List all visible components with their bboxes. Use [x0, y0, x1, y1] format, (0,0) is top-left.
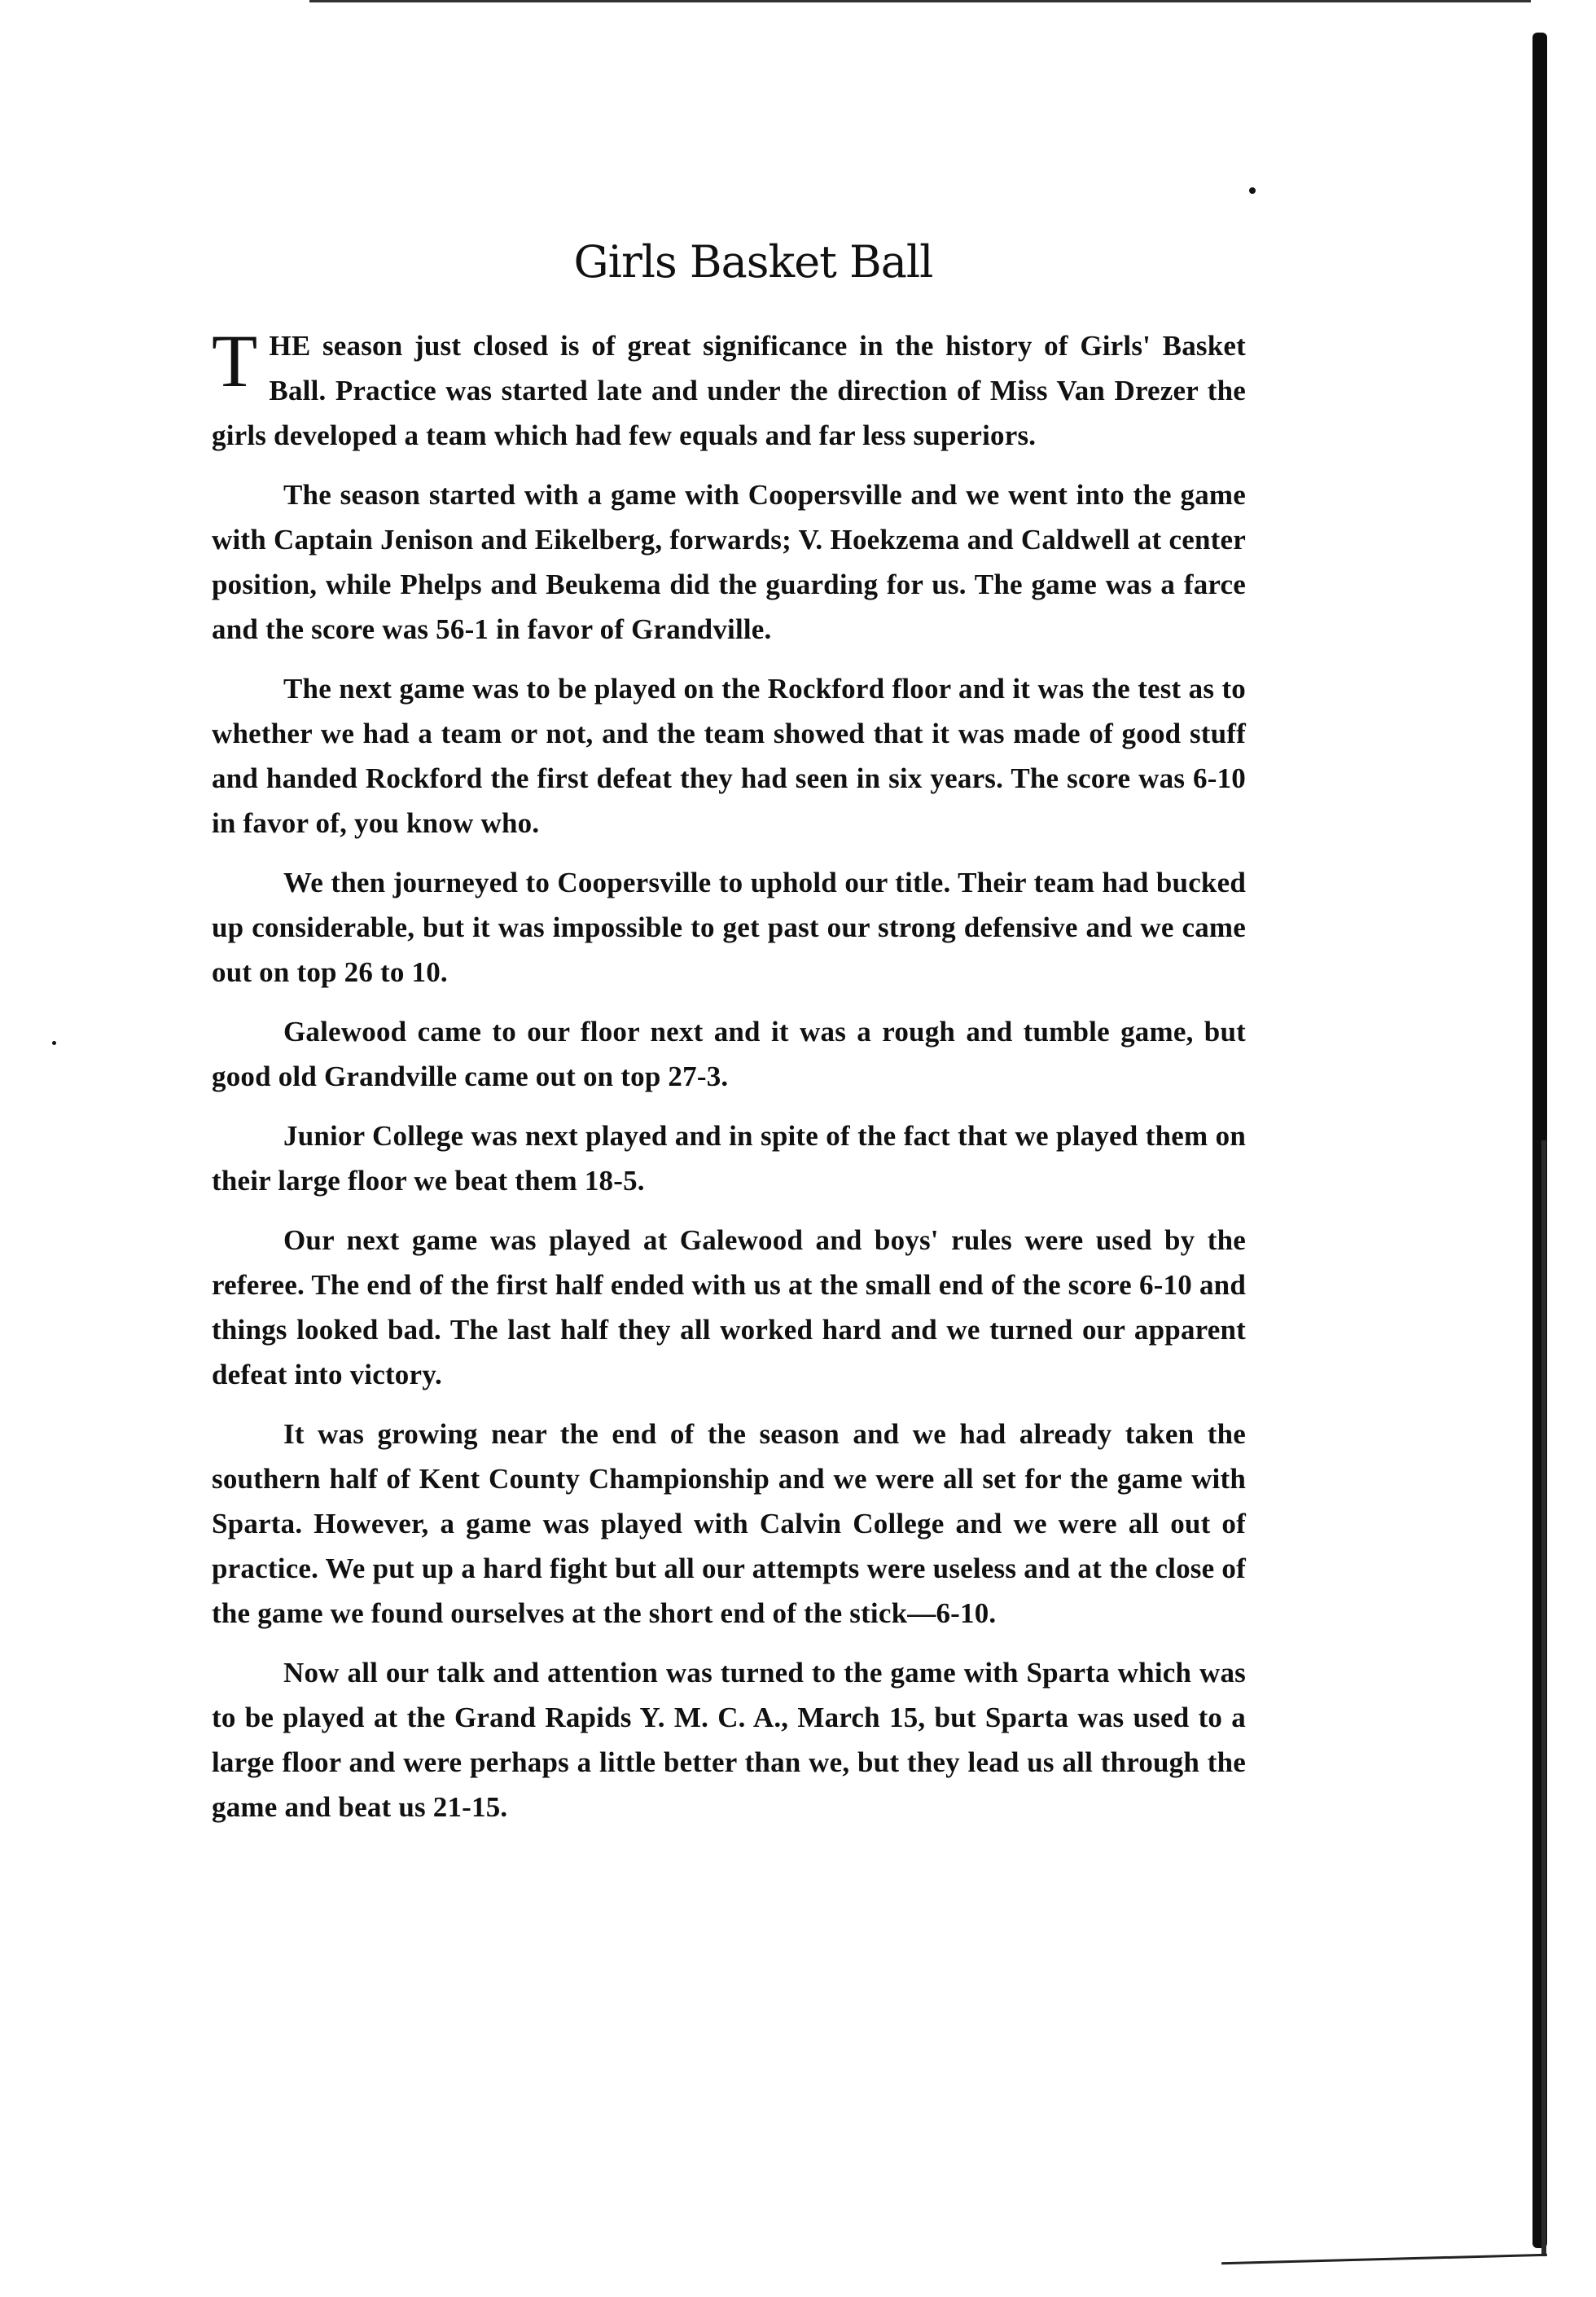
paragraph-intro-text: HE season just closed is of great significance in the history of Girls' Basket Ball. Practice was started late and under the direction of Miss Van Drezer the girls developed a team which had few equals and far less superiors.	[212, 330, 1246, 451]
ink-speck	[1249, 187, 1256, 194]
ink-speck	[52, 1041, 56, 1045]
bottom-edge-line	[1221, 2254, 1547, 2264]
drop-cap: T	[212, 319, 258, 402]
paragraph: It was growing near the end of the season and we had already taken the southern half of Kent County Championship and we were all set for the game with Sparta. However, a game was played with Calvin College and we were all out of practice. We put up a hard fight but all our attempts were useless and at the close of the game we found ourselves at the short end of the stick—6-10.	[212, 1418, 1246, 1629]
article-title: Girls Basket Ball	[573, 236, 933, 288]
paragraph: The season started with a game with Coopersville and we went into the game with Captain Jenison and Eikelberg, forwards; V. Hoekzema and Caldwell at center position, while Phelps and Beukema did the guarding for us. The game was a farce and the score was 56-1 in favor of Grandville.	[212, 479, 1246, 645]
paragraph: Our next game was played at Galewood and boys' rules were used by the referee. The end of the first half ended with us at the small end of the score 6-10 and things looked bad. The last half they all worked hard and we turned our apparent defeat into victory.	[212, 1224, 1246, 1390]
paragraph: The next game was to be played on the Rockford floor and it was the test as to whether we had a team or not, and the team showed that it was made of good stuff and handed Rockford the first defeat they had seen in six years. The score was 6-10 in favor of, you know who.	[212, 673, 1246, 839]
paragraph: Now all our talk and attention was turned to the game with Sparta which was to be played at the Grand Rapids Y. M. C. A., March 15, but Sparta was used to a large floor and were perhaps a little better than we, but they lead us all through the game and beat us 21-15.	[212, 1657, 1246, 1823]
top-edge-line	[309, 0, 1531, 2]
paragraph: Galewood came to our floor next and it was a rough and tumble game, but good old Grandville came out on top 27-3.	[212, 1016, 1246, 1092]
article	[212, 236, 1246, 1844]
paragraph: We then journeyed to Coopersville to uphold our title. Their team had bucked up considerable, but it was impossible to get past our strong defensive and we came out on top 26 to 10.	[212, 867, 1246, 988]
right-binding-shadow-lower	[1541, 1140, 1546, 2256]
paragraph: Junior College was next played and in spite of the fact that we played them on their large floor we beat them 18-5.	[212, 1120, 1246, 1197]
paragraph-intro	[212, 319, 1246, 458]
